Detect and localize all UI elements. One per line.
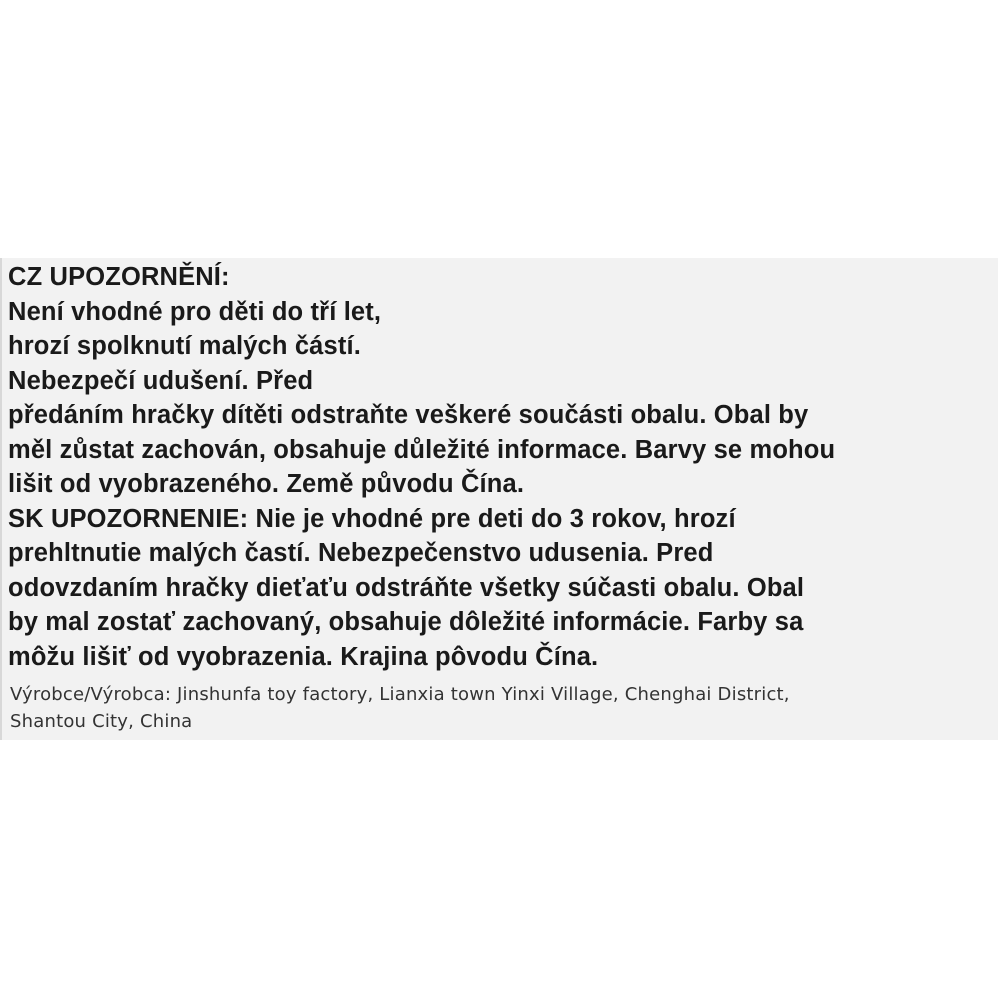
cz-line-2: hrozí spolknutí malých částí. xyxy=(8,332,361,360)
sk-line-1: SK UPOZORNENIE: Nie je vhodné pre deti do 3 rokov, hrozí xyxy=(8,504,736,533)
cz-line-5: měl zůstat zachován, obsahuje důležité informace. Barvy se mohou xyxy=(8,435,836,464)
warning-label xyxy=(0,258,998,740)
cz-line-6: lišit od vyobrazeného. Země původu Čína. xyxy=(8,470,525,498)
sk-line-5: môžu lišiť od vyobrazenia. Krajina pôvodu Čína. xyxy=(8,642,599,671)
sk-line-2: prehltnutie malých častí. Nebezpečenstvo udusenia. Pred xyxy=(8,539,714,567)
sk-line-4: by mal zostať zachovaný, obsahuje dôležité informácie. Farby sa xyxy=(8,608,804,636)
cz-line-1: Není vhodné pro děti do tří let, xyxy=(8,297,382,326)
manufacturer-line-1: Výrobce/Výrobca: Jinshunfa toy factory, Lianxia town Yinxi Village, Chenghai District, xyxy=(10,684,790,705)
cz-line-4: předáním hračky dítěti odstraňte veškeré součásti obalu. Obal by xyxy=(8,401,809,429)
manufacturer-info xyxy=(10,681,790,735)
sk-line-3: odovzdaním hračky dieťaťu odstráňte všetky súčasti obalu. Obal xyxy=(8,573,805,602)
manufacturer-line-2: Shantou City, China xyxy=(10,711,193,732)
warning-text-block xyxy=(8,260,998,674)
cz-line-3: Nebezpečí udušení. Před xyxy=(8,366,314,395)
cz-heading: CZ UPOZORNĚNÍ: xyxy=(8,263,230,291)
